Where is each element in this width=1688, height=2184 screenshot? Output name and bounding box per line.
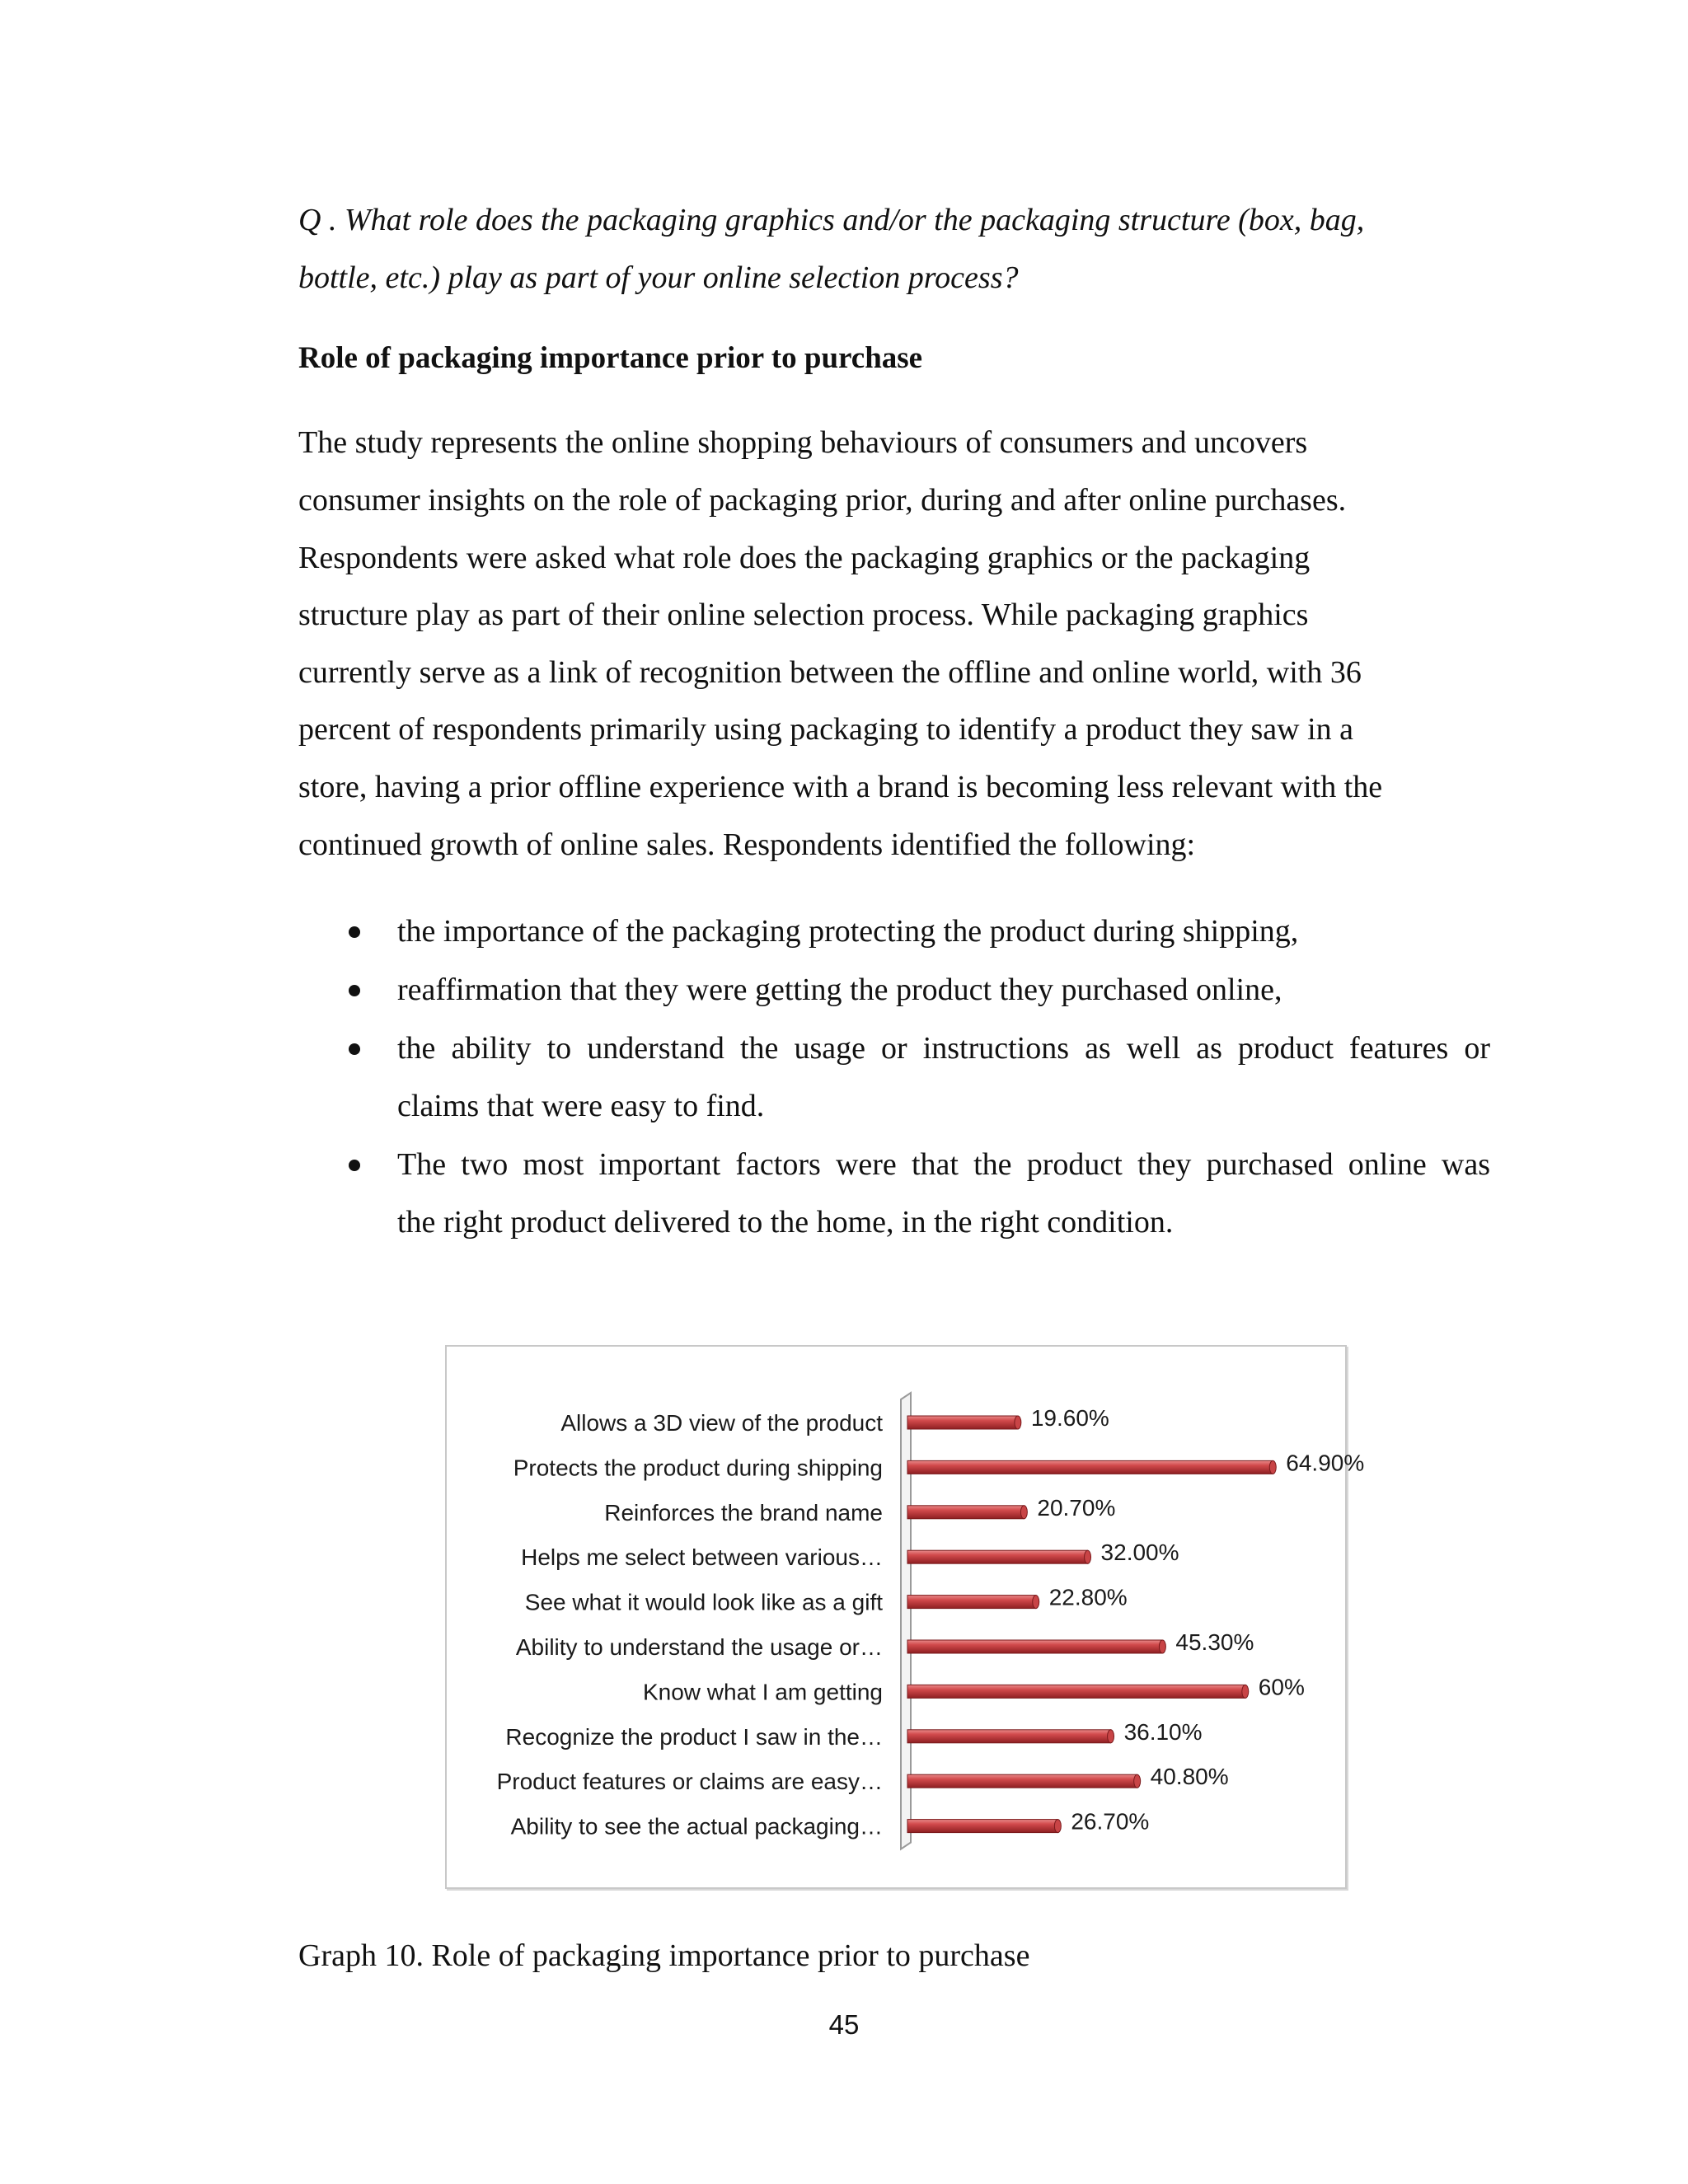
page-number: 45 [828, 2009, 860, 2040]
chart-category-label: Helps me select between various… [521, 1544, 883, 1571]
chart-bar-cap [1242, 1685, 1249, 1698]
bullet-line: the right product delivered to the home, in the right condition. [397, 1205, 1174, 1240]
question-line-1: Q . What role does the packaging graphics and/or the packaging structure (box, bag, [298, 203, 1365, 237]
bullet-icon [349, 926, 360, 938]
chart-value-label: 32.00% [1100, 1540, 1179, 1566]
graph-caption: Graph 10. Role of packaging importance prior to purchase [298, 1938, 1030, 1973]
chart-value-label: 19.60% [1030, 1405, 1109, 1431]
paragraph-line: continued growth of online sales. Respondents identified the following: [298, 827, 1196, 862]
chart-bar [907, 1460, 1273, 1474]
chart-value-label: 22.80% [1048, 1584, 1128, 1610]
bullet-icon [349, 1043, 360, 1055]
bullet-item [397, 902, 1490, 960]
paragraph-line: consumer insights on the role of packaging prior, during and after online purchases. [298, 483, 1347, 518]
chart-bar [907, 1730, 1111, 1743]
chart-value-label: 64.90% [1286, 1450, 1365, 1476]
chart-value-label: 60% [1258, 1674, 1305, 1700]
chart-bar [907, 1550, 1088, 1563]
chart-bar-cap [1085, 1550, 1091, 1563]
chart-value-label: 40.80% [1150, 1764, 1229, 1790]
chart-bar-cap [1015, 1416, 1021, 1429]
chart-category-label: Product features or claims are easy… [496, 1769, 883, 1795]
chart-bar [907, 1640, 1162, 1653]
chart-value-label: 20.70% [1037, 1494, 1116, 1521]
chart-bar [907, 1416, 1018, 1429]
chart-category-label: Know what I am getting [642, 1679, 883, 1705]
paragraph-line: currently serve as a link of recognition between the offline and online world, with 36 [298, 655, 1362, 690]
bullet-item [397, 1136, 1490, 1251]
bullet-icon [349, 1160, 360, 1171]
chart-category-label: Ability to understand the usage or… [515, 1634, 883, 1660]
question-line-2: bottle, etc.) play as part of your online selection process? [298, 260, 1019, 295]
section-heading: Role of packaging importance prior to purchase [298, 341, 923, 375]
chart-category-label: Allows a 3D view of the product [560, 1410, 883, 1436]
question-text [298, 191, 1502, 307]
bullet-line: claims that were easy to find. [397, 1089, 765, 1123]
chart-bar-cap [1159, 1640, 1165, 1653]
paragraph-line: percent of respondents primarily using packaging to identify a product they saw in a [298, 712, 1354, 747]
bullet-line: the ability to understand the usage or instructions as well as product features or [397, 1031, 1490, 1066]
chart-bar [907, 1820, 1057, 1833]
chart-value-label: 26.70% [1071, 1808, 1150, 1835]
chart-bar-cap [1020, 1506, 1027, 1519]
chart-bar [907, 1685, 1245, 1698]
bullet-icon [349, 985, 360, 996]
chart-category-label: Protects the product during shipping [513, 1455, 883, 1481]
chart-category-label: Reinforces the brand name [604, 1499, 883, 1526]
chart-category-label: See what it would look like as a gift [524, 1589, 883, 1615]
chart-value-label: 45.30% [1175, 1629, 1254, 1655]
chart-bar-cap [1134, 1774, 1141, 1788]
chart-bar [907, 1774, 1137, 1788]
paragraph-line: The study represents the online shopping behaviours of consumers and uncovers [298, 425, 1308, 460]
bullet-item [397, 1019, 1490, 1135]
chart-bar [907, 1506, 1024, 1519]
chart-bar [907, 1596, 1036, 1609]
bullet-line: The two most important factors were that the product they purchased online was [397, 1147, 1490, 1182]
chart-frame [445, 1345, 1365, 1889]
chart-bar-cap [1054, 1820, 1061, 1833]
chart-bar-cap [1033, 1596, 1039, 1609]
paragraph-line: Respondents were asked what role does the packaging graphics or the packaging [298, 541, 1311, 575]
chart-category-label: Recognize the product I saw in the… [505, 1723, 883, 1750]
chart-bar-cap [1269, 1460, 1276, 1474]
chart-bar-cap [1108, 1730, 1114, 1743]
paragraph-line: store, having a prior offline experience with a brand is becoming less relevant with the [298, 770, 1383, 804]
chart-value-label: 36.10% [1123, 1718, 1203, 1745]
paragraph-line: structure play as part of their online selection process. While packaging graphics [298, 598, 1309, 632]
bullet-item [397, 961, 1490, 1019]
bullet-line: the importance of the packaging protecting the product during shipping, [397, 914, 1299, 949]
bullet-line: reaffirmation that they were getting the product they purchased online, [397, 972, 1282, 1007]
chart-category-label: Ability to see the actual packaging… [510, 1813, 883, 1840]
bar-chart [447, 1347, 1365, 1887]
